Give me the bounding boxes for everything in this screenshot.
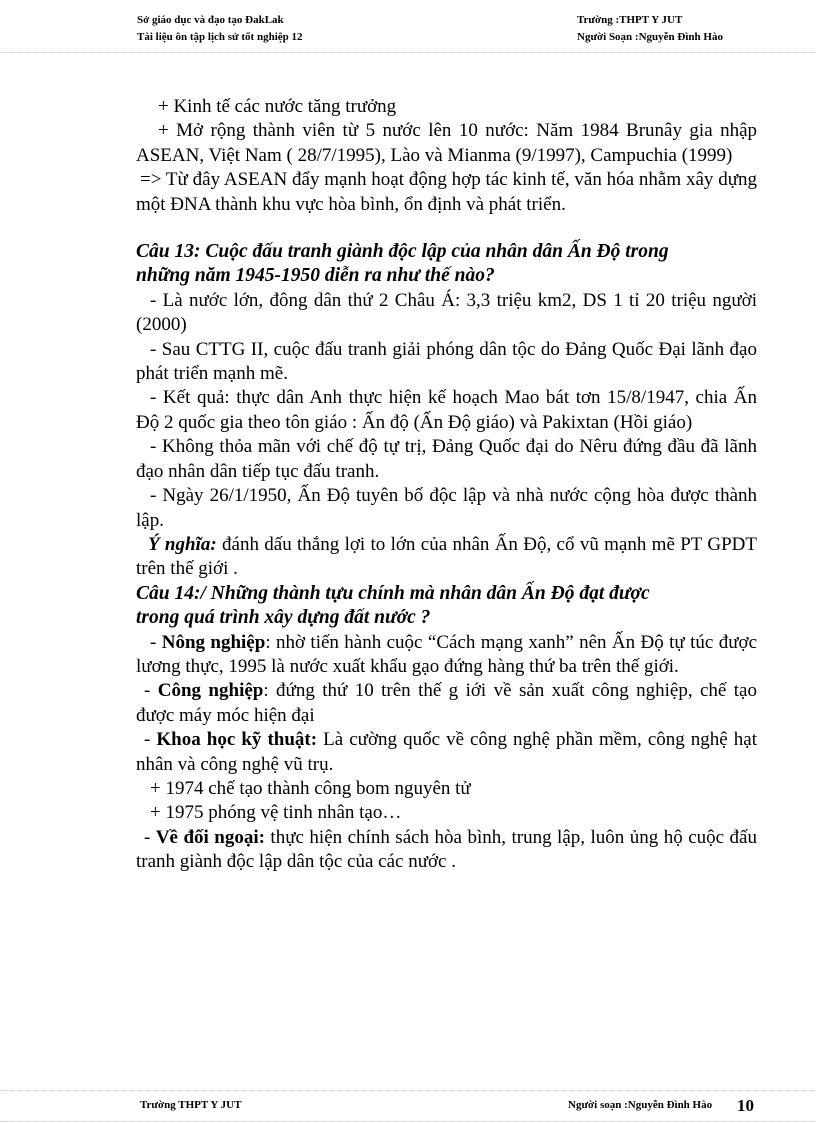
paragraph [136,826,757,875]
science-label: Khoa học kỹ thuật: [156,729,318,751]
header-document-title: Tài liệu ôn tập lịch sử tốt nghiệp 12 [137,31,303,43]
question-14-line2: trong quá trình xây dựng đất nước ? [136,607,431,629]
question-13-heading [136,240,757,289]
question-14-line1: Câu 14:/ Những thành tựu chính mà nhân dân Ấn Độ đạt được [136,582,650,604]
footer-author: Người soạn :Nguyễn Đình Hào [568,1099,713,1111]
paragraph: + Mở rộng thành viên từ 5 nước lên 10 nước: Năm 1984 Brunây gia nhập ASEAN, Việt Nam ( 28/7/1995), Lào và Mianma (9/1997), Campuchia (1999) [136,120,757,166]
header-school: Trường :THPT Y JUT [577,14,683,26]
footer-divider [0,1090,816,1091]
industry-label: Công nghiệp [157,680,264,702]
dash: - [150,631,162,653]
question-14-heading [136,582,757,631]
agriculture-text: : nhờ tiến hành cuộc “Cách mạng xanh” nên Ấn Độ tự túc được lương thực, 1995 là nước xuất khẩu gạo đứng hàng thứ ba trên thế giới. [136,631,757,677]
spacer [136,217,757,240]
question-13-line1: Câu 13: Cuộc đấu tranh giành độc lập của nhân dân Ấn Độ trong [136,241,669,263]
paragraph [136,631,757,680]
paragraph: + 1975 phóng vệ tinh nhân tạo… [150,802,402,824]
dash: - [144,729,157,751]
foreign-policy-text: thực hiện chính sách hòa bình, trung lập, luôn ủng hộ cuộc đấu tranh giành độc lập dân tộc của các nước . [136,826,757,873]
meaning-text: đánh dấu thắng lợi to lớn của nhân Ấn Độ, cổ vũ mạnh mẽ PT GPDT trên thế giới . [136,533,757,580]
footer-school: Trường THPT Y JUT [140,1099,242,1111]
header-right [577,12,723,46]
foreign-policy-label: Về đối ngoại: [155,826,265,848]
meaning-label: Ý nghĩa: [148,533,217,555]
dash: - [144,680,158,702]
header-author: Người Soạn :Nguyễn Đình Hào [577,31,723,43]
page-number: 10 [737,1096,754,1115]
dash: - [144,826,156,848]
agriculture-label: Nông nghiệp [161,631,266,653]
page-content [136,95,757,875]
industry-text: : đứng thứ 10 trên thế g iới về sản xuất công nghiệp, chế tạo được máy móc hiện đại [136,680,757,726]
paragraph [136,728,757,777]
paragraph: => Từ đây ASEAN đẩy mạnh hoạt động hợp tác kinh tế, văn hóa nhằm xây dựng một ĐNA thành khu vực hòa bình, ổn định và phát triển. [136,169,757,215]
paragraph: - Sau CTTG II, cuộc đấu tranh giải phóng dân tộc do Đảng Quốc Đại lãnh đạo phát triển mạnh mẽ. [136,338,757,385]
paragraph: + 1974 chế tạo thành công bom nguyên tử [150,777,471,799]
paragraph: - Là nước lớn, đông dân thứ 2 Châu Á: 3,3 triệu km2, DS 1 tỉ 20 triệu người (2000) [136,289,757,336]
meaning-paragraph [136,533,757,582]
header-divider [0,52,816,53]
paragraph: + Kinh tế các nước tăng trưởng [158,96,397,117]
footer-bottom-divider [0,1121,816,1122]
science-text: Là cường quốc về công nghệ phần mềm, công nghệ hạt nhân và công nghệ vũ trụ. [136,729,758,775]
paragraph: - Kết quả: thực dân Anh thực hiện kế hoạch Mao bát tơn 15/8/1947, chia Ấn Độ 2 quốc gia theo tôn giáo : Ấn độ (Ấn Độ giáo) và Pakixtan (Hồi giáo) [136,387,757,433]
paragraph: - Ngày 26/1/1950, Ấn Độ tuyên bố độc lập và nhà nước cộng hòa được thành lập. [136,485,757,531]
header-left [137,12,303,46]
paragraph [136,679,757,728]
header-department: Sở giáo dục và đạo tạo ĐakLak [137,14,284,26]
paragraph: - Không thỏa mãn với chế độ tự trị, Đảng Quốc đại do Nêru đứng đầu đã lãnh đạo nhân dân tiếp tục đấu tranh. [136,436,757,482]
question-13-line2: những năm 1945-1950 diễn ra như thế nào? [136,265,495,287]
